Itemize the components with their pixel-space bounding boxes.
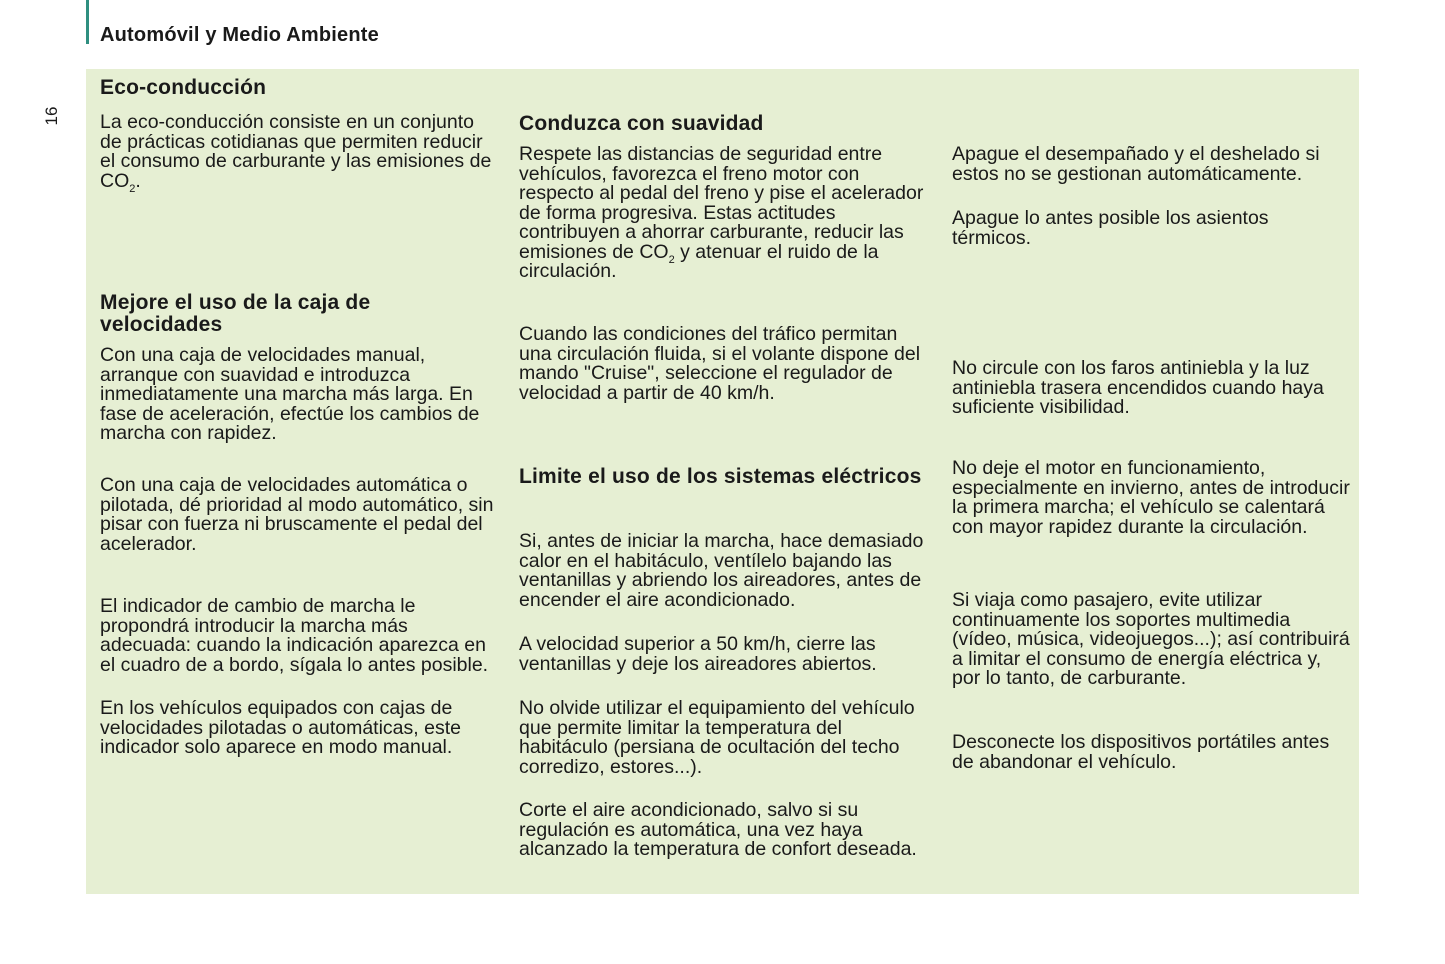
electric-equipment-paragraph: No olvide utilizar el equipamiento del vehículo que permite limitar la temperatura del habitáculo (persiana de ocultación del techo corredizo, estores...). <box>519 697 915 778</box>
gearbox-heading: Mejore el uso de la caja de velocidades <box>100 291 371 336</box>
content-panel <box>86 69 1359 894</box>
cruise-control-paragraph: Cuando las condiciones del tráfico permitan una circulación fluida, si el volante dispone del mando "Cruise", seleccione el regulador de velocidad a partir de 40 km/h. <box>519 323 921 404</box>
passenger-multimedia-paragraph: Si viaja como pasajero, evite utilizar continuamente los soportes multimedia (vídeo, música, videojuegos...); así contribuirá a limitar el consumo de energía eléctrica y, por lo tanto, de carburante. <box>952 589 1350 689</box>
gear-indicator-auto-paragraph: En los vehículos equipados con cajas de velocidades pilotadas o automáticas, este indicador solo aparece en modo manual. <box>100 697 461 758</box>
smooth-driving-heading: Conduzca con suavidad <box>519 112 764 135</box>
fog-lights-paragraph: No circule con los faros antiniebla y la luz antiniebla trasera encendidos cuando haya suficiente visibilidad. <box>952 357 1324 418</box>
smooth-driving-paragraph: Respete las distancias de seguridad entre vehículos, favorezca el freno motor con respecto al pedal del freno y pise el acelerador de forma progresiva. Estas actitudes contribuyen a ahorrar carburante, reducir las emisiones de $CO_2$ y atenuar el ruido de la circulación. <box>519 143 924 282</box>
section-header-title: Automóvil y Medio Ambiente <box>100 24 379 46</box>
page-number: 16 <box>42 106 61 126</box>
defog-paragraph: Apague el desempañado y el deshelado si estos no se gestionan automáticamente. <box>952 143 1320 185</box>
portable-devices-paragraph: Desconecte los dispositivos portátiles antes de abandonar el vehículo. <box>952 731 1330 773</box>
electric-hot-cabin-paragraph: Si, antes de iniciar la marcha, hace demasiado calor en el habitáculo, ventílelo bajando las ventanillas y abriendo los aireadores, antes de encender el aire acondicionado. <box>519 530 924 611</box>
gearbox-manual-paragraph: Con una caja de velocidades manual, arranque con suavidad e introduzca inmediatamente una marcha más larga. En fase de aceleración, efectúe los cambios de marcha con rapidez. <box>100 344 480 444</box>
engine-idle-paragraph: No deje el motor en funcionamiento, especialmente en invierno, antes de introducir la primera marcha; el vehículo se calentará con mayor rapidez durante la circulación. <box>952 457 1350 538</box>
eco-conduccion-intro: La eco-conducción consiste en un conjunto de prácticas cotidianas que permiten reducir el consumo de carburante y las emisiones de $CO_2$. <box>100 111 492 195</box>
electric-ac-paragraph: Corte el aire acondicionado, salvo si su regulación es automática, una vez haya alcanzado la temperatura de confort deseada. <box>519 799 917 860</box>
eco-conduccion-heading: Eco-conducción <box>100 76 267 99</box>
electric-systems-heading: Limite el uso de los sistemas eléctricos <box>519 465 922 488</box>
gearbox-auto-paragraph: Con una caja de velocidades automática o pilotada, dé prioridad al modo automático, sin pisar con fuerza ni bruscamente el pedal del acelerador. <box>100 474 494 555</box>
electric-speed-paragraph: A velocidad superior a 50 km/h, cierre las ventanillas y deje los aireadores abiertos. <box>519 633 877 675</box>
heated-seats-paragraph: Apague lo antes posible los asientos térmicos. <box>952 207 1269 249</box>
gear-indicator-paragraph: El indicador de cambio de marcha le propondrá introducir la marcha más adecuada: cuando la indicación aparezca en el cuadro de a bordo, sígala lo antes posible. <box>100 595 489 676</box>
header-accent-rule <box>86 0 89 44</box>
